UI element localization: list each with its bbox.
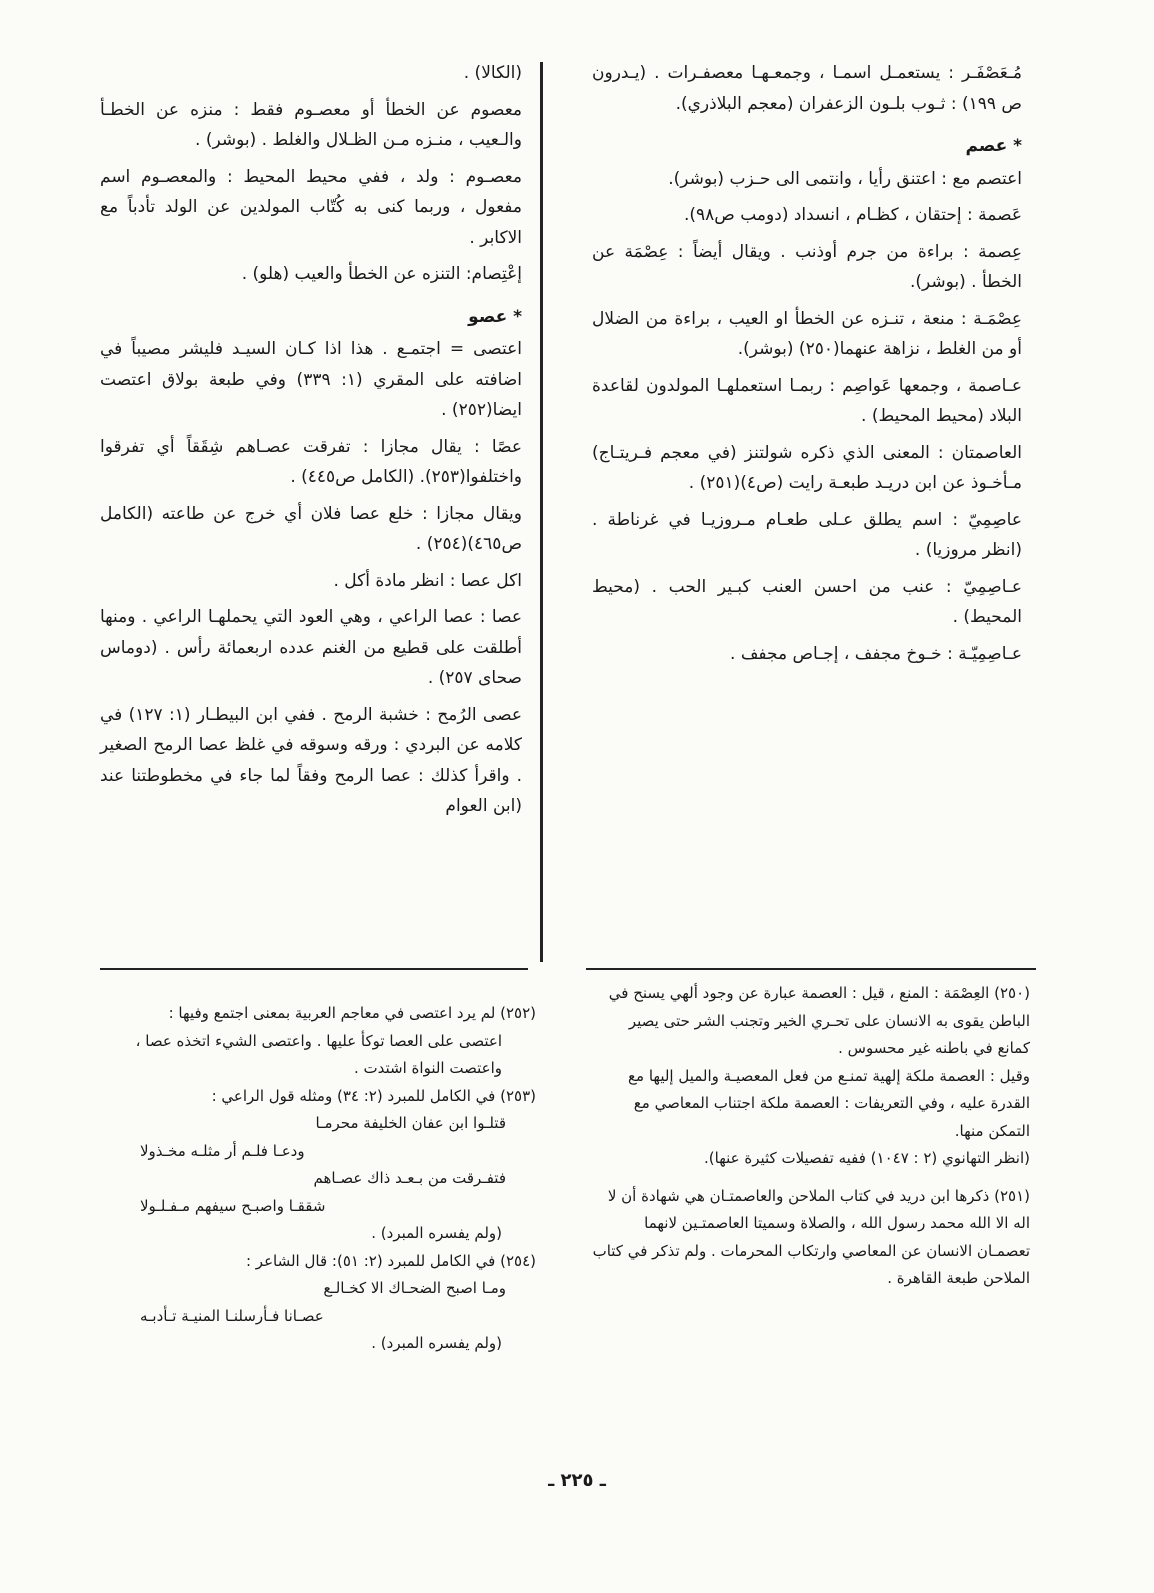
footnotes-right <box>592 980 1030 1293</box>
entry-akala-asa: اكل عصا : انظر مادة أكل . <box>333 570 522 591</box>
footnote-252-body: اعتصى على العصا توكأ عليها . واعتصى الشيء اتخذه عصا ، واعتصت النواة اشتدت . <box>135 1031 502 1077</box>
root-heading-asw: * عصو <box>468 306 522 327</box>
entry-khala-asa: ويقال مجازا : خلع عصا فلان أي خرج عن طاعته (الكامل ص٤٦٥)(٢٥٤) . <box>100 503 522 554</box>
entry-al-asimatan: العاصمتان : المعنى الذي ذكره شولتنز (في معجم فـريتـاج) مـأخـوذ عن ابن دريـد طبعـة رايت (ص٤)(٢٥١) . <box>592 442 1022 493</box>
entry-asa-al-rumh: عصى الرُمح : خشبة الرمح . ففي ابن البيطـار (١: ١٢٧) في كلامه عن البردي : ورقه وسوقه في غلظ عصا الرمح الصغير . واقرأ كذلك : عصا الرمح وفقاً لما جاء في مخطوطتنا عند (ابن العوام <box>100 704 522 816</box>
footnote-250-cont: وقيل : العصمة ملكة إلهية تمنـع من فعل المعصيـة والميل إليها مع القدرة عليه ، وفي التعريفات : العصمة ملكة اجتناب المعاصي مع التمكن منها. <box>628 1066 1030 1140</box>
entry-isma-innocence: عِصمة : براءة من جرم أوذنب . ويقال أيضاً : عِصْمَة عن الخطأ . (بوشر). <box>592 241 1022 292</box>
footnote-rule-right <box>586 968 1036 970</box>
entry-isma-immunity: عِصْمَـة : منعة ، تنـزه عن الخطأ او العيب ، براءة من الضلال أو من الغلط ، نزاهة عنهما(٢٥٠) (بوشر). <box>592 308 1022 359</box>
entry-itasa: اعتصى = اجتمـع . هذا اذا كـان السيـد فليشر مصيباً في اضافته على المقري (١: ٣٣٩) وفي طبعة بولاق اعتصت ايضا(٢٥٢) . <box>100 339 523 420</box>
entry-asima: عـاصمة ، وجمعها عَواصِم : ربمـا استعملهـا المولدون لقاعدة البلاد (محيط المحيط) . <box>592 375 1022 426</box>
footnote-252: (٢٥٢) لم يرد اعتصى في معاجم العربية بمعنى اجتمع وفيها : <box>168 1004 536 1022</box>
entry-asa-shepherd: عصا : عصا الراعي ، وهي العود التي يحملهـا الراعي . ومنها أطلقت على قطيع من الغنم عدده اربعمائة رأس . (دوماس صحاى ٢٥٧) . <box>100 607 522 688</box>
entry-itasam: اعتصم مع : اعتنق رأيا ، وانتمى الى حـزب (بوشر). <box>668 168 1022 189</box>
entry-itisam: إعْتِصام: التنزه عن الخطأ والعيب (هلو) . <box>241 264 522 284</box>
entry-masum-an-al-khata: معصوم عن الخطأ أو معصـوم فقط : منزه عن الخطـأ والـعيب ، منـزه مـن الظـلال والغلط . (بوشر) . <box>100 99 522 150</box>
poem-verse-2a: فتفـرقت من بـعـد ذاك عصـاهم <box>313 1169 506 1187</box>
entry-asimiyya: عـاصِمِيّـة : خـوخ مجفف ، إجـاص مجفف . <box>730 643 1022 664</box>
footnote-251: (٢٥١) ذكرها ابن دريد في كتاب الملاحن والعاصمتـان هي شهادة أن لا اله الا الله محمد رسول الله ، والصلاة وسميتا العاصمتـين لانهما تعصمـان الانسان عن المعاصي وارتكاب المحرمات . ولم تذكر في كتاب الملاحن طبعة القاهرة . <box>592 1186 1030 1287</box>
footnote-253: (٢٥٣) في الكامل للمبرد (٢: ٣٤) ومثله قول الراعي : <box>211 1086 536 1105</box>
page-number: ـ ٢٢٥ ـ <box>548 1470 606 1491</box>
entry-asma-congestion: عَصمة : إحتقان ، كظـام ، انسداد (دومب ص٩٨). <box>683 205 1022 225</box>
poem-verse-3a: ومـا اصبح الضحـاك الا كخـالـع <box>323 1279 506 1297</box>
poem-verse-3b: عصـانا فـأرسلنـا المنيـة تـأدبـه <box>140 1306 324 1325</box>
entry-asimi-food: عاصِمِيّ : اسم يطلق عـلى طعـام مـروزيـا في غرناطة . (انظر مروزيا) . <box>592 509 1022 560</box>
poem-verse-1a: قتلـوا ابن عفان الخليفة محرمـا <box>315 1114 506 1132</box>
footnote-253-note: (ولم يفسره المبرد) . <box>371 1224 502 1242</box>
left-column <box>100 58 522 828</box>
entry-masum-child: معصـوم : ولد ، ففي محيط المحيط : والمعصـوم اسم مفعول ، وربما كنى به كُتّاب المولدين عن الولد تأدباً مع الاكابر . <box>100 166 522 248</box>
poem-verse-1b: ودعـا فلـم أر مثلـه مخـذولا <box>140 1141 305 1160</box>
column-divider <box>540 62 543 962</box>
footnote-254: (٢٥٤) في الكامل للمبرد (٢: ٥١): قال الشاعر : <box>245 1251 536 1270</box>
entry-asimi-grape: عـاصِمِيّ : عنب من احسن العنب كبـير الحب . (محيط المحيط) . <box>592 576 1022 627</box>
right-column <box>592 58 1022 675</box>
footnote-250-ref: (انظر التهانوي (٢ : ١٠٤٧) ففيه تفصيلات كثيرة عنها). <box>704 1149 1030 1167</box>
footnote-rule-left <box>100 968 528 970</box>
footnote-250: (٢٥٠) العِصْمَة : المنع ، قيل : العصمة عبارة عن وجود ألهي يسنح في الباطن يقوى به الانسان على تحـري الخير وتجنب الشر حتى يصير كمانع في باطنه غير محسوس . <box>608 984 1030 1057</box>
poem-verse-2b: شققـا واصبـح سيفهم مـفـلـولا <box>140 1196 326 1215</box>
entry-muasfar: مُـعَصْفَـر : يستعمـل اسمـا ، وجمعـهـا معصفـرات . (يـدرون ص ١٩٩) : ثـوب بلـون الزعفران (معجم البلاذري). <box>592 63 1022 114</box>
entry-asan-dispersed: عصًا : يقال مجازا : تفرقت عصـاهم شِقَقاً أي تفرقوا واختلفوا(٢٥٣). (الكامل ص٤٤٥) . <box>100 436 522 487</box>
root-heading-asm: * عصم <box>965 136 1022 156</box>
footnotes-left <box>100 1000 536 1358</box>
footnote-254-note: (ولم يفسره المبرد) . <box>371 1334 502 1352</box>
continuation-alcala: (الكالا) . <box>463 63 522 83</box>
